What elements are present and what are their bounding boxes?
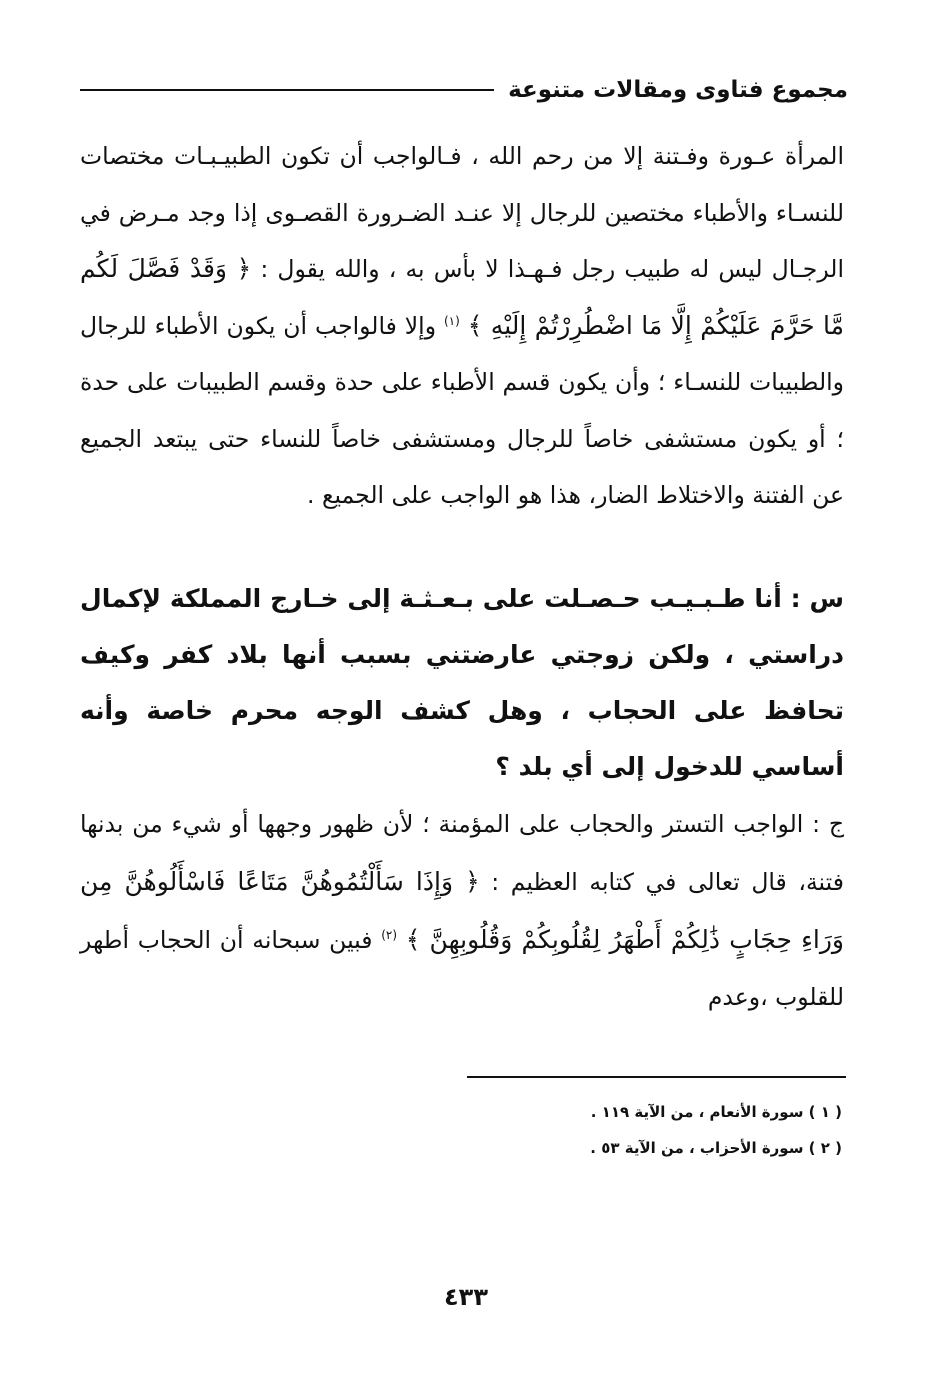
question-text: س : أنا طـبـيـب حـصـلت على بـعـثـة إلى خـارج المملكة لإكمال دراستي ، ولكن زوجتي عارضتني بسبب أنها بلاد كفر وكيف تحافظ على الحجاب ، وهل كشف الوجه محرم خاصة وأنه أساسي للدخول إلى أي بلد ؟ [80, 584, 844, 781]
header-rule [80, 89, 494, 91]
footnote-2: ( ٢ ) سورة الأحزاب ، من الآية ٥٣ . [590, 1139, 842, 1157]
paragraph-before-verse: المرأة عـورة وفـتنة إلا من رحم الله ، فـالواجب أن تكون الطبيـبـات مختصات للنسـاء والأطباء مختصين للرجال إلا عنـد الضـرورة القصـوى إذا وجد مـرض في الرجـال ليس له طبيب رجل فـهـذا لا بأس به ، والله يقول : [80, 142, 844, 283]
running-header [80, 70, 848, 110]
quran-verse-2: ﴿ وَإِذَا سَأَلْتُمُوهُنَّ مَتَاعًا فَاسْأَلُوهُنَّ مِن وَرَاءِ حِجَابٍ ذَٰلِكُمْ أَطْهَرُ لِقُلُوبِكُمْ وَقُلُوبِهِنَّ ﴾ [80, 867, 844, 954]
footnote-separator [467, 1076, 846, 1078]
answer-after-verse: فبين سبحانه أن الحجاب أطهر للقلوب ،وعدم [80, 926, 844, 1011]
header-title: مجموع فتاوى ومقالات متنوعة [508, 77, 848, 103]
quran-verse-1: ﴿ وَقَدْ فَصَّلَ لَكُم مَّا حَرَّمَ عَلَيْكُمْ إِلَّا مَا اضْطُرِرْتُمْ إِلَيْهِ ﴾ [80, 254, 844, 340]
paragraph-text [80, 128, 844, 524]
footnotes [442, 1094, 842, 1166]
fatwa-paragraph [80, 128, 844, 524]
answer-text [80, 796, 844, 1026]
page-number: ٤٣٣ [444, 1283, 488, 1311]
answer-before-verse: ج : الواجب التستر والحجاب على المؤمنة ؛ لأن ظهور وجهها أو شيء من بدنها فتنة، قال تعالى في كتابه العظيم : [80, 810, 844, 896]
question-block [80, 571, 844, 795]
answer-block [80, 796, 844, 1026]
footnote-ref-1[interactable]: (١) [443, 313, 460, 328]
paragraph-after-verse: وإلا فالواجب أن يكون الأطباء للرجال والطبيبات للنسـاء ؛ وأن يكون قسم الأطباء على حدة وقسم الطبيبات على حدة ؛ أو يكون مستشفى خاصاً للرجال ومستشفى خاصاً للنساء حتى يبتعد الجميع عن الفتنة والاختلاط الضار، هذا هو الواجب على الجميع . [80, 311, 844, 509]
footnote-1: ( ١ ) سورة الأنعام ، من الآية ١١٩ . [590, 1103, 842, 1121]
footnote-ref-2[interactable]: (٢) [381, 928, 398, 943]
